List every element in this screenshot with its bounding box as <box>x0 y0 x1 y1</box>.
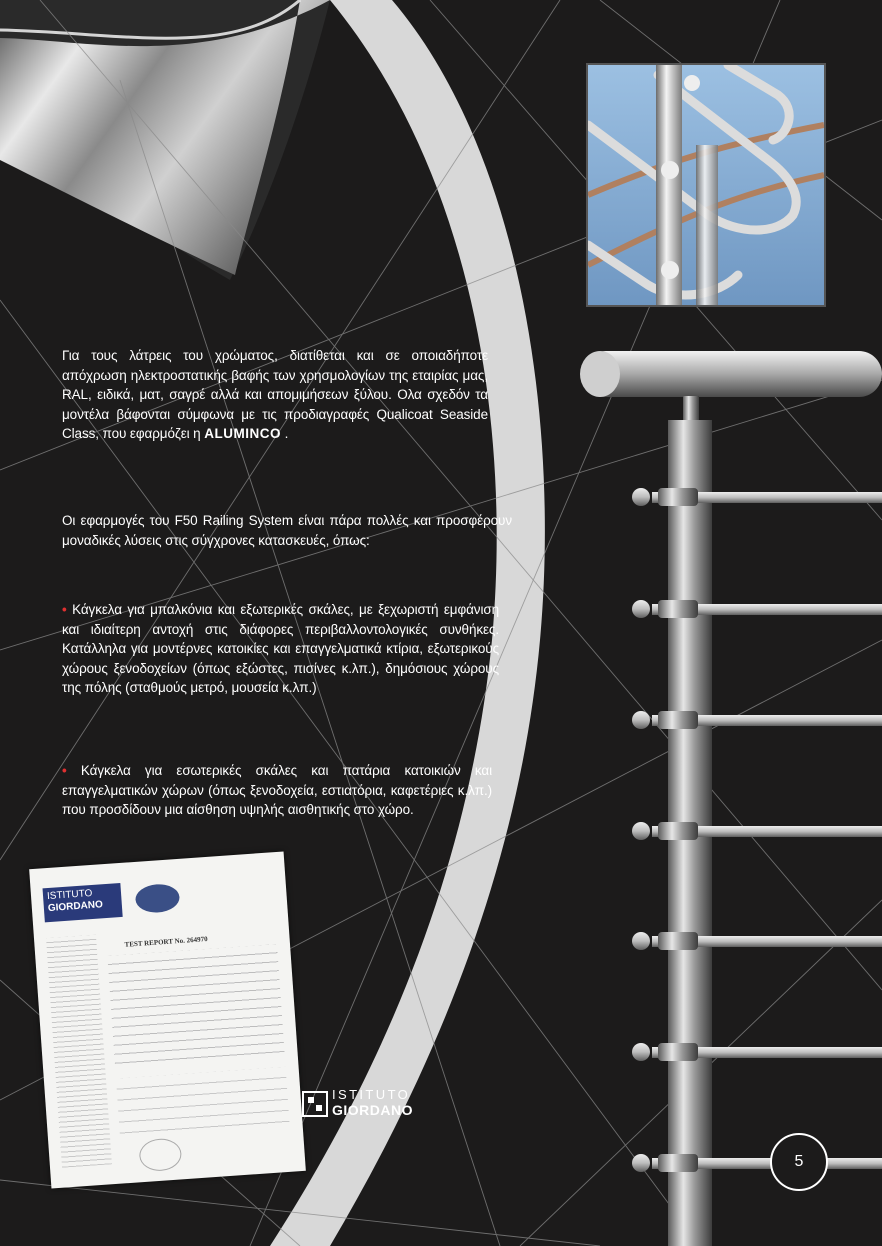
bullet-outdoor-text: Κάγκελα για μπαλκόνια και εξωτερικές σκάλες, με ξεχωριστή εμφάνιση και ιδιαίτερη αντοχή στις διάφορες περιβαλλοντολογικές συνθήκες. Κατάλληλα για μοντέρνες κατοικίες και επαγγελματικά κτίρια, εξωτερικούς χώρους ξενοδοχείων (όπως εξώστες, πισίνες κ.λπ.), δημόσιους χώρους της πόλης (σταθμούς μετρό, μουσεία κ.λπ.) <box>62 602 499 696</box>
bullet-indoor-text: Κάγκελα για εσωτερικές σκάλες και πατάρια κατοικιών και επαγγελματικών χώρων (όπως ξενοδοχεία, εστιατόρια, καφετέριες κ.λπ.) που προσδίδουν μια αίσθηση υψηλής αισθητικής στο χώρο. <box>62 763 492 818</box>
handrail <box>583 351 882 397</box>
certificate-body-lines <box>107 944 284 1066</box>
paragraph-applications <box>62 511 512 550</box>
logo-square-icon <box>302 1091 328 1117</box>
certificate-logo-line2: GIORDANO <box>47 899 104 915</box>
paragraph-colors-end: . <box>281 426 289 442</box>
bullet-indoor <box>62 761 492 820</box>
railing-detail-photo <box>586 63 826 307</box>
certificate-seal <box>135 883 181 914</box>
logo-line1: ISTITUTO <box>332 1087 411 1102</box>
certificate-logo-line1: ISTITUTO <box>46 887 93 903</box>
bullet-marker: • <box>62 602 67 617</box>
page-number: 5 <box>770 1133 828 1191</box>
bullet-marker: • <box>62 763 67 778</box>
istituto-giordano-logo <box>302 1087 414 1121</box>
bullet-outdoor <box>62 600 499 698</box>
paragraph-colors-text: Για τους λάτρεις του χρώματος, διατίθεται και σε οποιαδήποτε απόχρωση ηλεκτροστατικής βαφής των χρησμολογίων της εταιρίας μας, RAL, ειδικά, ματ, σαγρέ αλλά και απομιμήσεων ξύλου. Ολα σχεδόν τα μοντέλα βάφονται σύμφωνα με τις προδιαγραφές Qualicoat Seaside Class, που εφαρμόζει η <box>62 348 488 442</box>
certificate-lower-lines <box>116 1067 290 1139</box>
certificate-title: TEST REPORT No. 264970 <box>124 935 208 949</box>
certificate-stamp <box>138 1137 182 1172</box>
logo-line2: GIORDANO <box>332 1102 413 1118</box>
certificate-logo <box>43 883 123 922</box>
certificate-side-column <box>46 935 112 1168</box>
paragraph-colors <box>62 346 488 444</box>
test-report-certificate <box>29 851 306 1188</box>
railing-detail-image <box>588 65 824 305</box>
brand-name: ALUMINCO <box>204 426 281 442</box>
paragraph-applications-text: Οι εφαρμογές του F50 Railing System είναι πάρα πολλές και προσφέρουν μοναδικές λύσεις στις σύγχρονες κατασκευές, όπως: <box>62 513 512 548</box>
